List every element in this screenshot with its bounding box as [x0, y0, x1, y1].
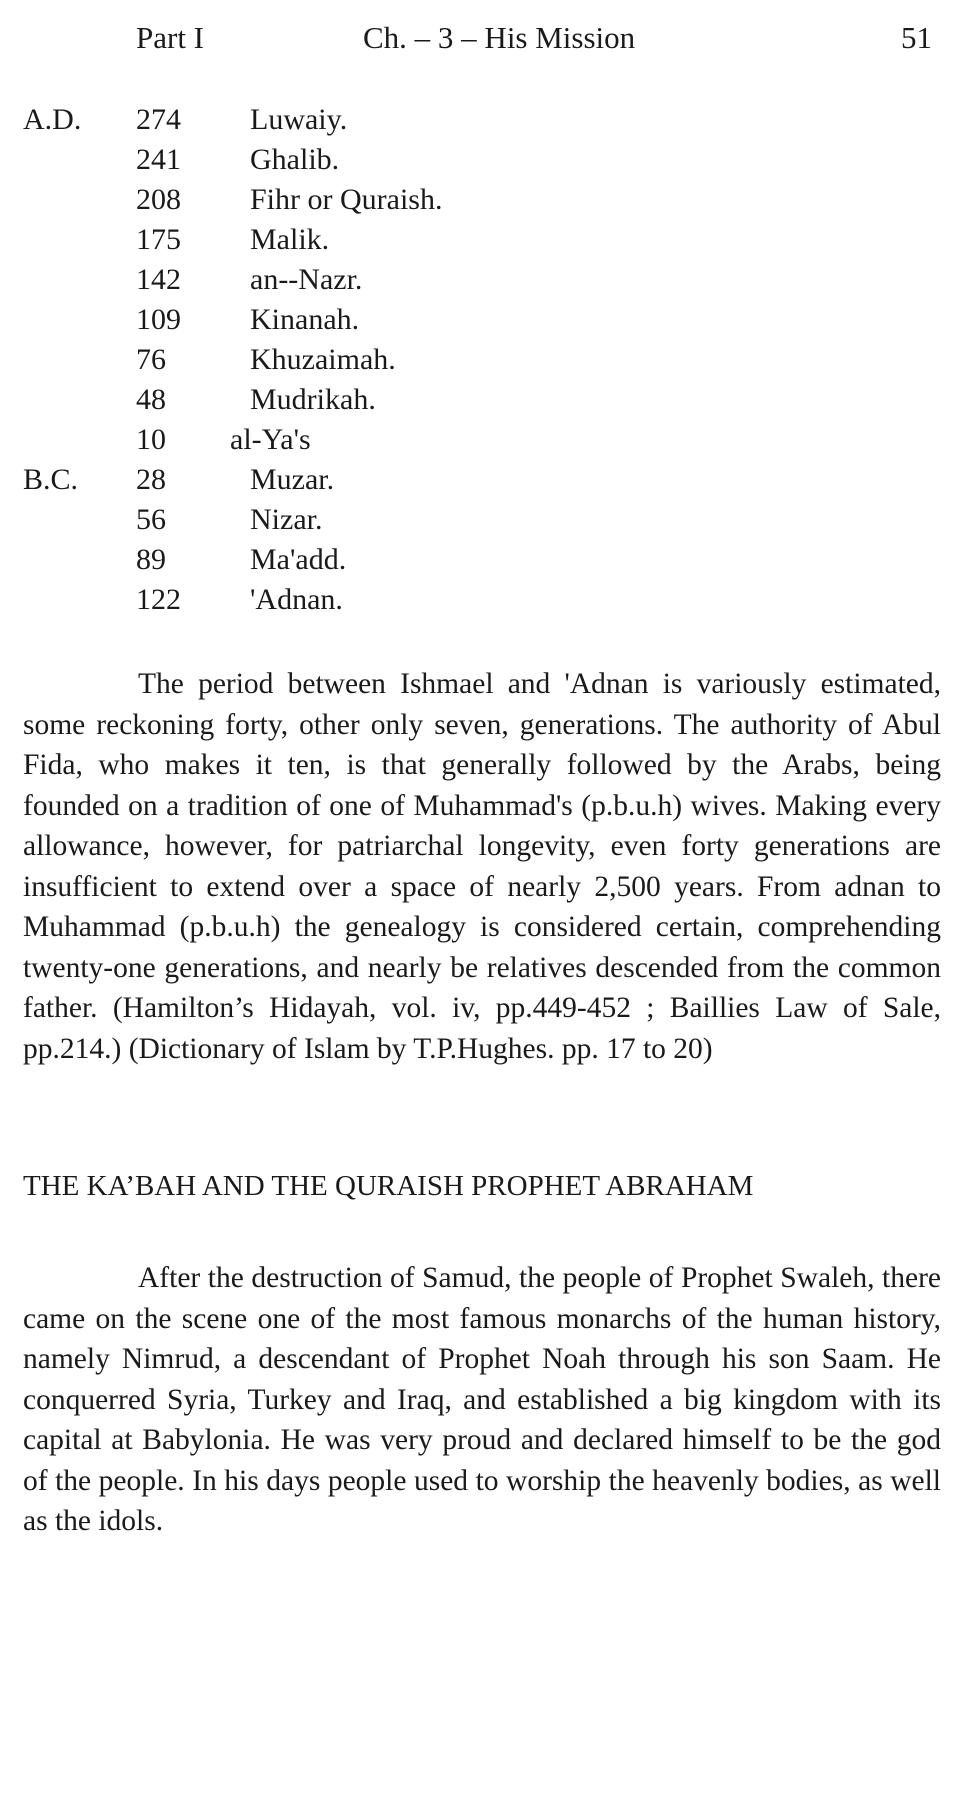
genealogy-year: 28: [136, 463, 166, 496]
genealogy-row: [23, 100, 923, 140]
paragraph-nimrud: [23, 1258, 941, 1542]
genealogy-name: Muzar.: [250, 463, 335, 496]
genealogy-row: [23, 540, 923, 580]
genealogy-year: 208: [136, 183, 181, 216]
genealogy-year: 76: [136, 343, 166, 376]
genealogy-year: 175: [136, 223, 181, 256]
genealogy-name: al-Ya's: [230, 423, 311, 456]
genealogy-year: 10: [136, 423, 166, 456]
genealogy-row: [23, 420, 923, 460]
genealogy-row: [23, 220, 923, 260]
genealogy-year: 56: [136, 503, 166, 536]
paragraph-text: The period between Ishmael and 'Adnan is variously estimated, some reckoning forty, other only seven, generations. The authority of Abul Fida, who makes it ten, is that generally followed by the Arabs, being founded on a tradition of one of Muhammad's (p.b.u.h) wives. Making every allowance, however, for patriarchal longevity, even forty generations are insufficient to extend over a space of nearly 2,500 years. From adnan to Muhammad (p.b.u.h) the genealogy is considered certain, comprehending twenty-one generations, and nearly be relatives descended from the common father. (Hamilton’s Hidayah, vol. iv, pp.449-452 ; Baillies Law of Sale, pp.214.) (Dictionary of Islam by T.P.Hughes. pp. 17 to 20): [23, 668, 941, 1065]
genealogy-name: Ghalib.: [250, 143, 340, 176]
genealogy-name: Malik.: [250, 223, 330, 256]
genealogy-year: 89: [136, 543, 166, 576]
genealogy-name: an--Nazr.: [250, 263, 363, 296]
genealogy-year: 274: [136, 103, 181, 136]
genealogy-row: [23, 300, 923, 340]
genealogy-row: [23, 580, 923, 620]
genealogy-name: 'Adnan.: [250, 583, 343, 616]
genealogy-row: [23, 140, 923, 180]
genealogy-year: 109: [136, 303, 181, 336]
genealogy-row: [23, 460, 923, 500]
genealogy-era: A.D.: [23, 103, 82, 136]
genealogy-row: [23, 260, 923, 300]
genealogy-row: [23, 180, 923, 220]
genealogy-name: Nizar.: [250, 503, 323, 536]
genealogy-name: Kinanah.: [250, 303, 360, 336]
genealogy-year: 241: [136, 143, 181, 176]
paragraph-text: After the destruction of Samud, the people of Prophet Swaleh, there came on the scene one of the most famous monarchs of the human history, namely Nimrud, a descendant of Prophet Noah through his son Saam. He conquerred Syria, Turkey and Iraq, and established a big kingdom with its capital at Babylonia. He was very proud and declared himself to be the god of the people. In his days people used to worship the heavenly bodies, as well as the idols.: [23, 1262, 941, 1537]
paragraph-genealogy-period: [23, 664, 941, 1069]
genealogy-name: Mudrikah.: [250, 383, 376, 416]
genealogy-name: Khuzaimah.: [250, 343, 396, 376]
genealogy-year: 142: [136, 263, 181, 296]
genealogy-name: Fihr or Quraish.: [250, 183, 443, 216]
running-header: [0, 16, 960, 60]
genealogy-era: B.C.: [23, 463, 79, 496]
section-heading: THE KA’BAH AND THE QURAISH PROPHET ABRAHAM: [23, 1170, 754, 1202]
genealogy-list: [23, 100, 923, 620]
genealogy-year: 122: [136, 583, 181, 616]
header-chapter-title: Ch. – 3 – His Mission: [363, 20, 636, 55]
genealogy-name: Ma'add.: [250, 543, 347, 576]
page-number: 51: [901, 20, 932, 55]
genealogy-year: 48: [136, 383, 166, 416]
genealogy-row: [23, 500, 923, 540]
genealogy-name: Luwaiy.: [250, 103, 348, 136]
genealogy-row: [23, 340, 923, 380]
header-part: Part I: [136, 20, 205, 55]
genealogy-row: [23, 380, 923, 420]
